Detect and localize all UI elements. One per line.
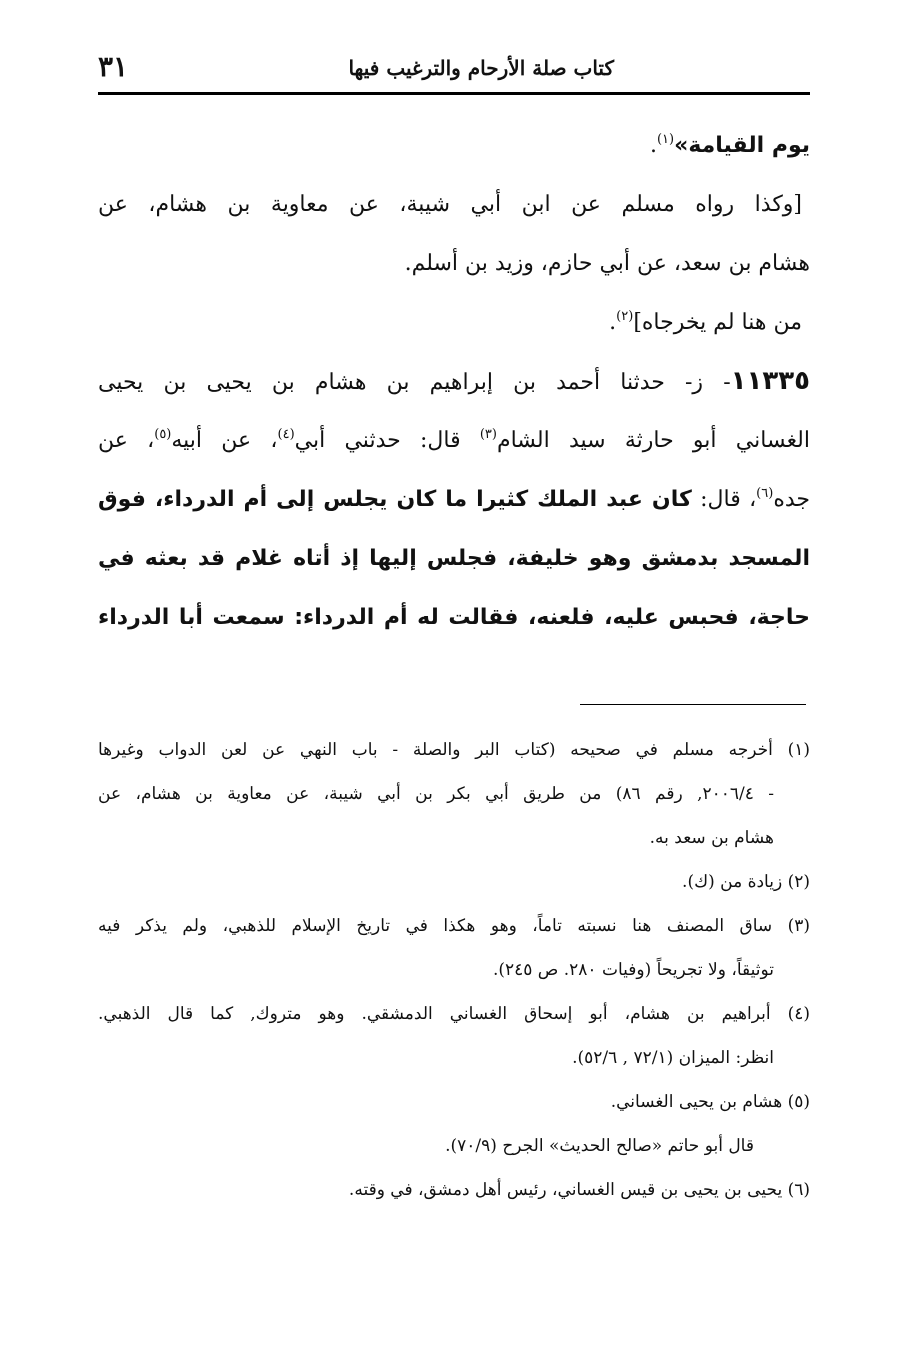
footnote-line: - ٢٠٠٦/٤, رقم ٨٦) من طريق أبي بكر بن أبي شيبة، عن معاوية بن هشام، عن [98, 784, 774, 804]
footnote-line: (٤) أبراهيم بن هشام، أبو إسحاق الغساني الدمشقي. وهو متروك, كما قال الذهبي. [98, 1004, 810, 1024]
footnote-line: (٦) يحيى بن يحيى بن قيس الغساني، رئيس أهل دمشق، في وقته. [348, 1180, 810, 1200]
footnote-line: (١) أخرجه مسلم في صحيحه (كتاب البر والصلة - باب النهي عن لعن الدواب وغيرها [98, 740, 810, 760]
text-segment: من هنا لم يخرجاه] [633, 310, 802, 335]
page-header [98, 50, 810, 92]
text-segment: ، قال: [691, 487, 757, 512]
bold-phrase: يوم القيامة» [674, 133, 810, 158]
footnote-line: توثيقاً، ولا تجريحاً (وفيات ٢٨٠. ص ٢٤٥). [492, 960, 774, 980]
text-segment: ، عن أبيه [171, 428, 278, 453]
bold-phrase: كان عبد الملك كثيرا ما كان يجلس إلى أم الدرداء، فوق [98, 487, 692, 512]
footnote-ref: (١) [656, 132, 675, 147]
footnotes [98, 730, 810, 1214]
footnote-line: انظر: الميزان (٧٢/١ , ٥٢/٦). [572, 1048, 774, 1068]
page-number: ٣١ [98, 50, 129, 83]
bold-phrase: المسجد بدمشق وهو خليفة، فجلس إليها إذ أتاه غلام قد بعثه في [98, 546, 810, 571]
footnote-ref: (٥) [154, 427, 172, 442]
footnote-ref: (٦) [756, 486, 774, 501]
footnote-ref: (٢) [616, 309, 634, 324]
bold-phrase: حاجة، فحبس عليه، فلعنه، فقالت له أم الدرداء: سمعت أبا الدرداء [98, 605, 810, 630]
text-line [98, 588, 810, 647]
punctuation: . [609, 310, 617, 335]
text-line [98, 116, 810, 175]
footnote-line: قال أبو حاتم «صالح الحديث» الجرح (٧٠/٩). [445, 1136, 754, 1156]
running-title: كتاب صلة الأرحام والترغيب فيها [348, 56, 614, 80]
footnote-separator [580, 704, 806, 705]
text-segment: الغساني أبو حارثة سيد الشام [496, 428, 810, 453]
text-line [98, 529, 810, 588]
text-segment: ، عن [98, 428, 155, 453]
text-line [98, 470, 810, 529]
footnote-ref: (٤) [277, 427, 295, 442]
footnote-line: هشام بن سعد به. [649, 828, 774, 848]
text-segment: - ز- حدثنا أحمد بن إبراهيم بن هشام بن يحيى بن يحيى [98, 370, 731, 395]
punctuation: . [649, 133, 657, 158]
text-segment: جده [773, 487, 810, 512]
hadith-number: ١١٣٣٥ [730, 366, 810, 396]
text-line [98, 293, 810, 352]
footnote-ref: (٣) [479, 427, 497, 442]
text-line: [وكذا رواه مسلم عن ابن أبي شيبة، عن معاوية بن هشام، عن [98, 192, 802, 217]
footnote-line: (٢) زيادة من (ك). [682, 872, 810, 892]
text-line [98, 411, 810, 470]
footnote-line: (٥) هشام بن يحيى الغساني. [610, 1092, 810, 1112]
hadith-heading-line [98, 352, 810, 411]
main-text [98, 116, 810, 647]
text-segment: قال: حدثني أبي [294, 428, 480, 453]
footnote-line: (٣) ساق المصنف هنا نسبته تاماً، وهو هكذا في تاريخ الإسلام للذهبي، ولم يذكر فيه [98, 916, 810, 936]
header-rule [98, 92, 810, 95]
text-line: هشام بن سعد، عن أبي حازم، وزيد بن أسلم. [404, 251, 810, 276]
